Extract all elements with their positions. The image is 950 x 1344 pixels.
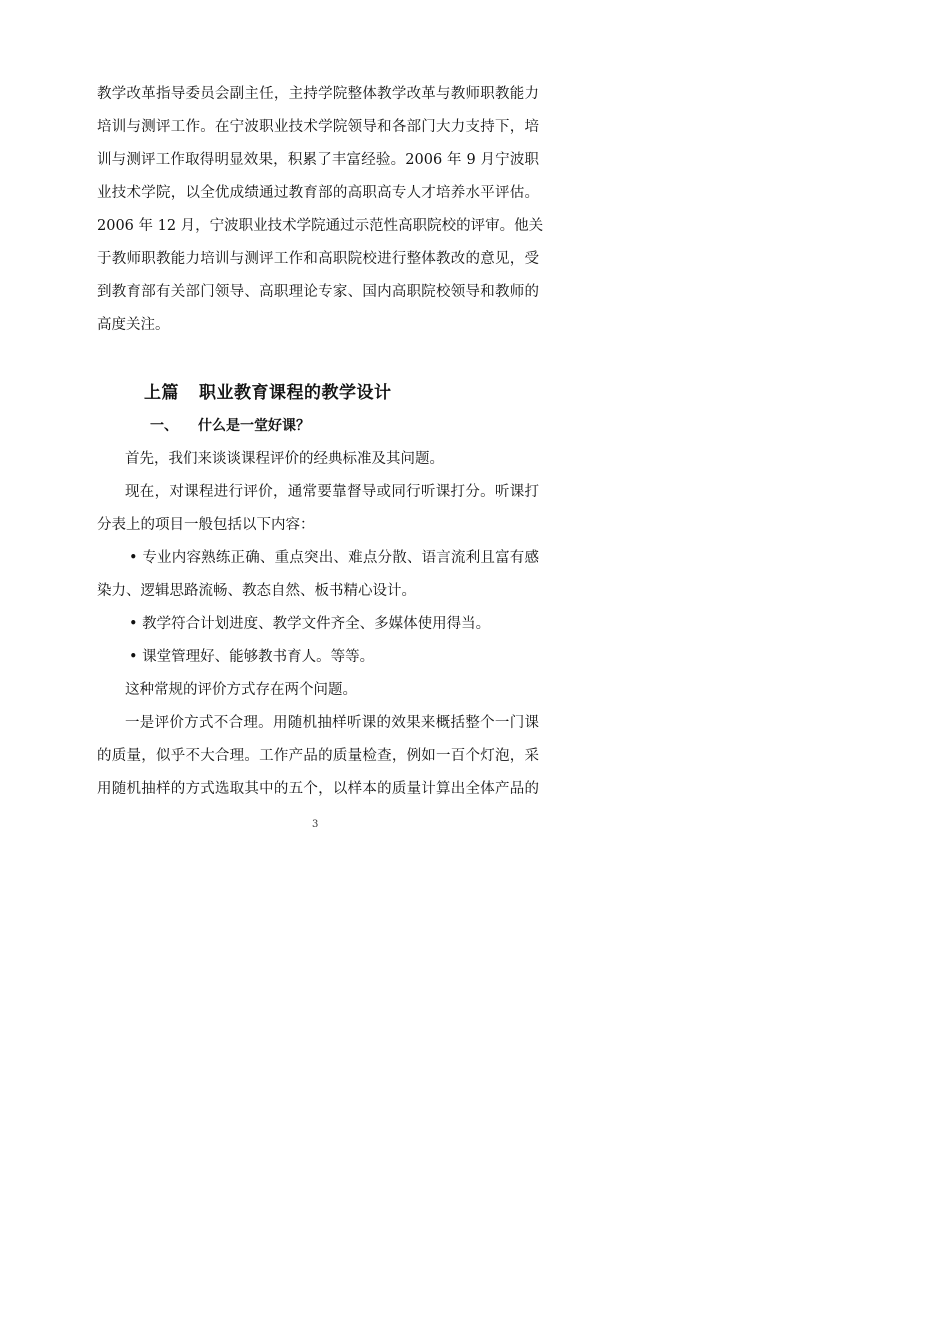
subheading-number: 一、 xyxy=(150,418,178,434)
paragraph-line: 用随机抽样的方式选取其中的五个，以样本的质量计算出全体产品的 xyxy=(97,781,539,797)
text-line: 训与测评工作取得明显效果，积累了丰富经验。2006 年 9 月宁波职 xyxy=(97,152,539,168)
bullet-item: • 教学符合计划进度、教学文件齐全、多媒体使用得当。 xyxy=(129,616,491,632)
text-line: 高度关注。 xyxy=(97,317,170,333)
text-line: 教学改革指导委员会副主任，主持学院整体教学改革与教师职教能力 xyxy=(97,86,539,102)
text-line: 2006 年 12 月，宁波职业技术学院通过示范性高职院校的评审。他关 xyxy=(97,218,544,234)
bullet-item: • 专业内容熟练正确、重点突出、难点分散、语言流利且富有感 xyxy=(129,550,539,566)
paragraph-line: 这种常规的评价方式存在两个问题。 xyxy=(125,682,357,698)
paragraph-line: 分表上的项目一般包括以下内容： xyxy=(97,517,315,533)
subsection-heading xyxy=(150,412,310,440)
text-line: 于教师职教能力培训与测评工作和高职院校进行整体教改的意见，受 xyxy=(97,251,539,267)
body-text xyxy=(97,443,539,806)
bullet-continuation: 染力、逻辑思路流畅、教态自然、板书精心设计。 xyxy=(97,583,416,599)
subheading-title: 什么是一堂好课？ xyxy=(198,418,310,434)
heading-title: 职业教育课程的教学设计 xyxy=(199,383,392,403)
page-number: 3 xyxy=(312,819,319,830)
paragraph-line: 现在，对课程进行评价，通常要靠督导或同行听课打分。听课打 xyxy=(125,484,539,500)
section-heading xyxy=(144,378,392,408)
paragraph-line: 首先，我们来谈谈课程评价的经典标准及其问题。 xyxy=(125,451,444,467)
paragraph-line: 的质量，似乎不大合理。工作产品的质量检查，例如一百个灯泡，采 xyxy=(97,748,539,764)
heading-part: 上篇 xyxy=(144,383,179,403)
text-line: 业技术学院，以全优成绩通过教育部的高职高专人才培养水平评估。 xyxy=(97,185,539,201)
bullet-item: • 课堂管理好、能够教书育人。等等。 xyxy=(129,649,375,665)
text-line: 培训与测评工作。在宁波职业技术学院领导和各部门大力支持下，培 xyxy=(97,119,539,135)
paragraph-line: 一是评价方式不合理。用随机抽样听课的效果来概括整个一门课 xyxy=(125,715,539,731)
intro-paragraph xyxy=(97,78,544,342)
text-line: 到教育部有关部门领导、高职理论专家、国内高职院校领导和教师的 xyxy=(97,284,539,300)
